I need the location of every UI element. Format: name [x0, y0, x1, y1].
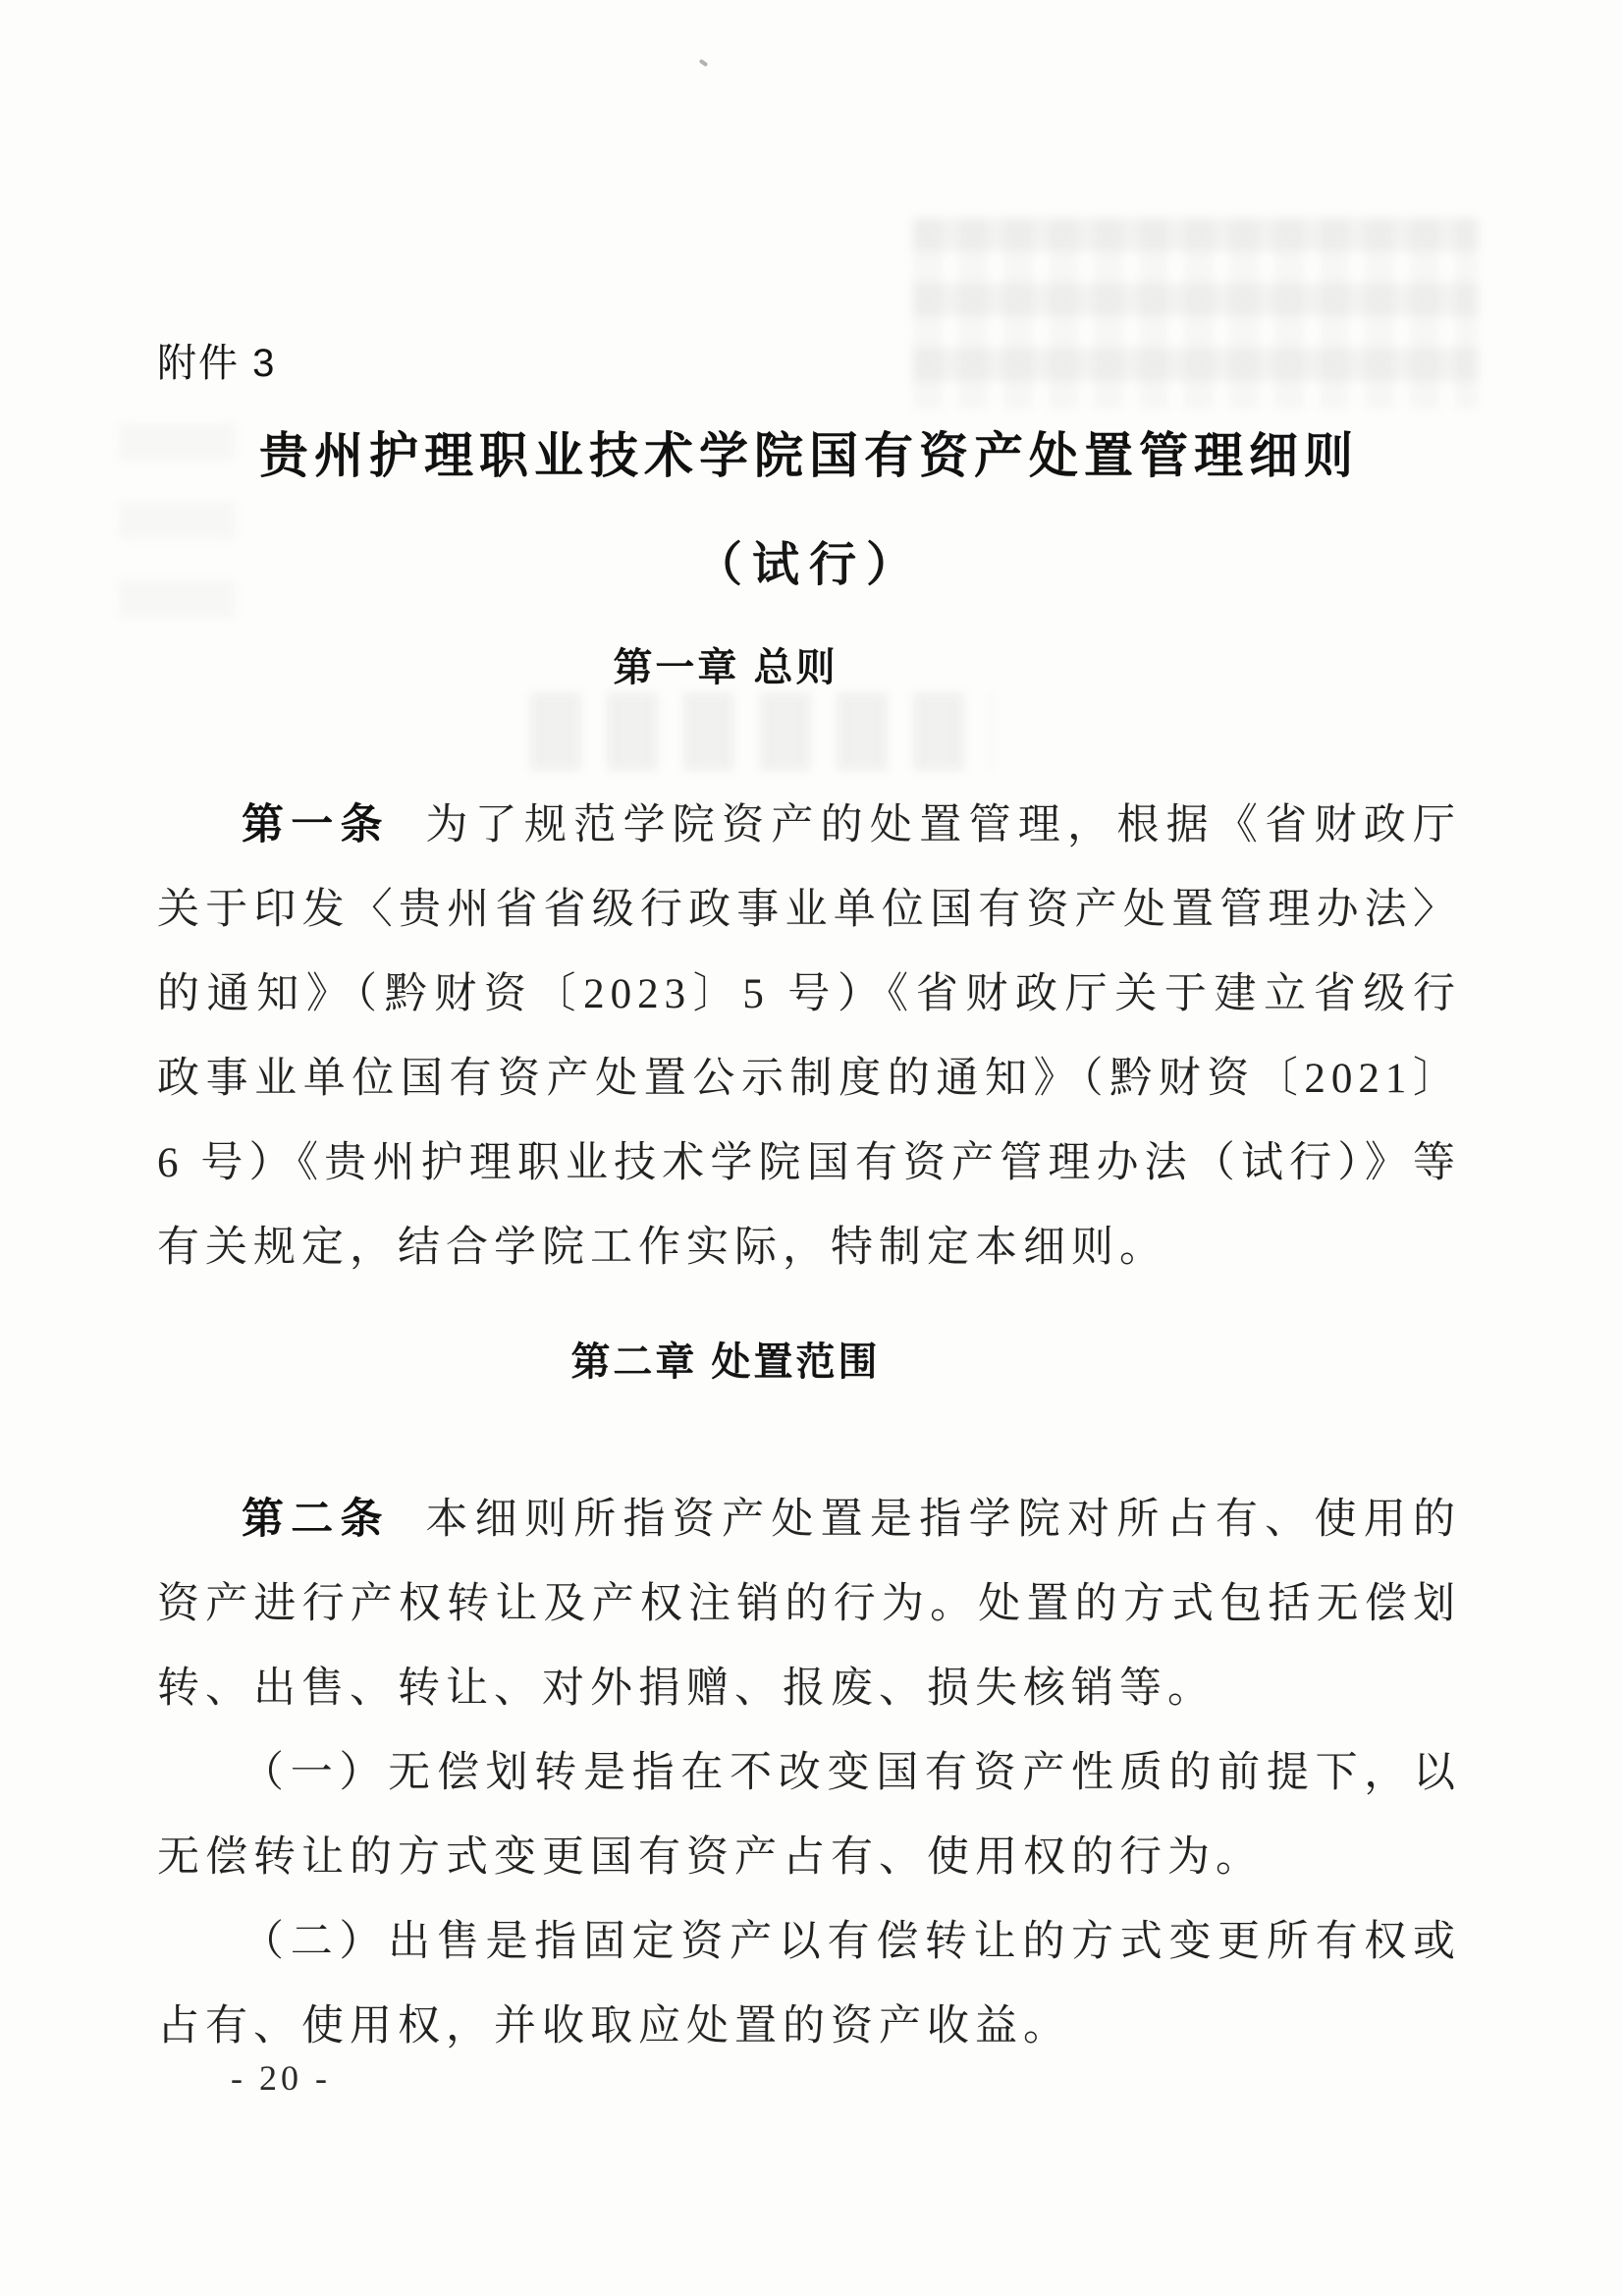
chapter-2-heading: 第二章 处置范围 — [570, 1340, 881, 1384]
chapter-1-heading: 第一章 总则 — [613, 646, 839, 689]
article-2-text: 本细则所指资产处置是指学院对所占有、使用的资产进行产权转让及产权注销的行为。处置的方式包括无偿划转、出售、转让、对外捐赠、报废、损失核销等。 — [157, 1497, 1462, 1712]
bleedthrough-artifact — [530, 692, 992, 771]
article-2-paragraph — [157, 1477, 1461, 1731]
document-subtitle: （试行） — [694, 539, 923, 591]
article-1-text: 为了规范学院资产的处置管理，根据《省财政厅关于印发〈贵州省省级行政事业单位国有资产处置管理办法〉的通知》（黔财资〔2023〕5 号）《省财政厅关于建立省级行政事业单位国有资产处置公示制度的通知》（黔财资〔2021〕6 号）《贵州护理职业技术学院国有资产管理办法（试行）》等有关规定，结合学院工作实际，特制定本细则。 — [157, 802, 1462, 1271]
article-1-label: 第一条 — [242, 801, 390, 848]
page-number: - 20 - — [231, 2058, 331, 2098]
attachment-label: 附件 3 — [157, 342, 277, 385]
article-1-paragraph — [157, 783, 1461, 1290]
document-title: 贵州护理职业技术学院国有资产处置管理细则 — [259, 428, 1359, 483]
article-2-item-2: （二）出售是指固定资产以有偿转让的方式变更所有权或占有、使用权，并收取应处置的资产收益。 — [157, 1919, 1461, 2050]
scan-speck — [699, 59, 709, 67]
article-2-item-1: （一）无偿划转是指在不改变国有资产性质的前提下，以无偿转让的方式变更国有资产占有、使用权的行为。 — [157, 1750, 1461, 1881]
article-2-label: 第二条 — [242, 1496, 390, 1543]
